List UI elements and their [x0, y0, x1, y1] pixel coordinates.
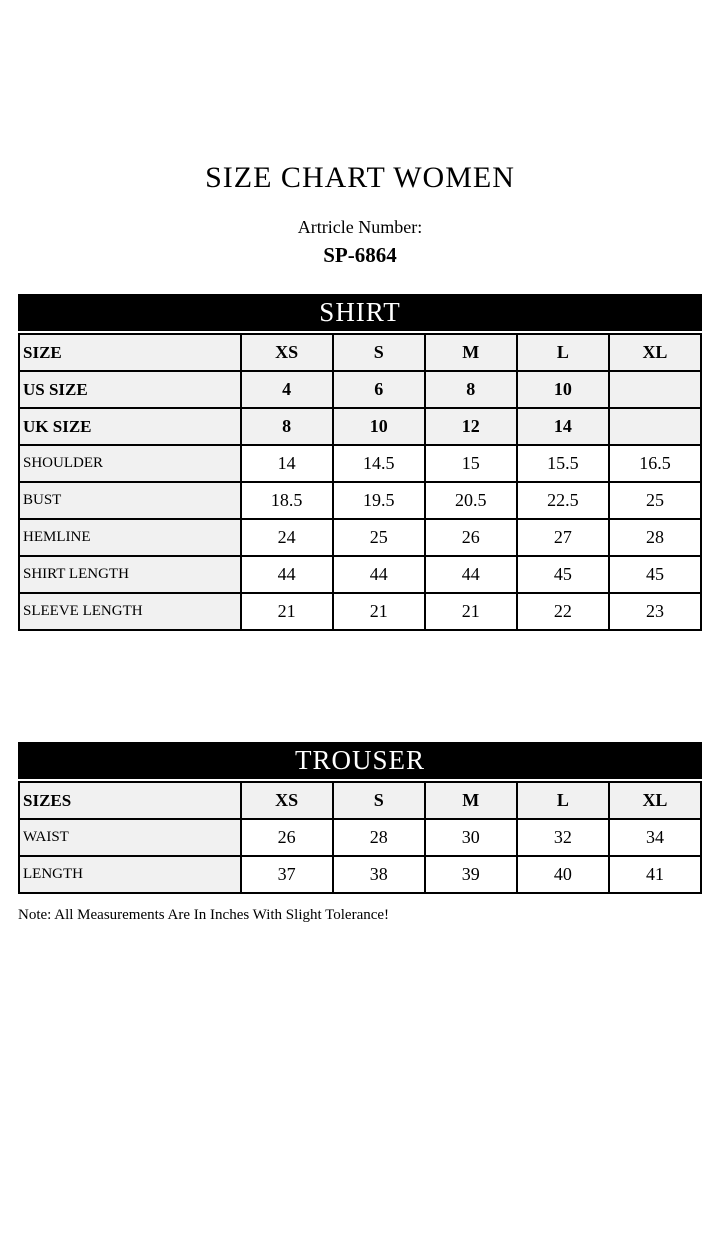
- cell-value: L: [517, 334, 609, 371]
- table-row: [19, 334, 701, 371]
- cell-value: 20.5: [425, 482, 517, 519]
- row-label: LENGTH: [19, 856, 241, 893]
- table-row: [19, 519, 701, 556]
- cell-value: 38: [333, 856, 425, 893]
- row-label: SIZES: [19, 782, 241, 819]
- trouser-table-header: TROUSER: [18, 742, 702, 779]
- cell-value: S: [333, 334, 425, 371]
- cell-value: 18.5: [241, 482, 333, 519]
- cell-value: 21: [241, 593, 333, 630]
- article-number-label: Artricle Number:: [297, 217, 423, 237]
- cell-value: 34: [609, 819, 701, 856]
- cell-value: 28: [609, 519, 701, 556]
- cell-value: 22.5: [517, 482, 609, 519]
- cell-value: L: [517, 782, 609, 819]
- cell-value: XL: [609, 782, 701, 819]
- cell-value: 14: [517, 408, 609, 445]
- table-row: [19, 593, 701, 630]
- cell-value: 15: [425, 445, 517, 482]
- shirt-size-table: [18, 333, 702, 631]
- row-label: SHIRT LENGTH: [19, 556, 241, 593]
- shirt-table-header: SHIRT: [18, 294, 702, 331]
- cell-value: M: [425, 782, 517, 819]
- row-label: WAIST: [19, 819, 241, 856]
- cell-value: 8: [425, 371, 517, 408]
- cell-value: XL: [609, 334, 701, 371]
- cell-value: 32: [517, 819, 609, 856]
- cell-value: 15.5: [517, 445, 609, 482]
- cell-value: M: [425, 334, 517, 371]
- cell-value: XS: [241, 334, 333, 371]
- table-row: [19, 371, 701, 408]
- cell-value: 45: [609, 556, 701, 593]
- cell-value: 16.5: [609, 445, 701, 482]
- cell-value: 14.5: [333, 445, 425, 482]
- row-label: US SIZE: [19, 371, 241, 408]
- cell-value: 27: [517, 519, 609, 556]
- cell-value: XS: [241, 782, 333, 819]
- trouser-size-table: [18, 781, 702, 894]
- row-label: HEMLINE: [19, 519, 241, 556]
- cell-value: 37: [241, 856, 333, 893]
- row-label: UK SIZE: [19, 408, 241, 445]
- shirt-size-table-section: [18, 294, 702, 631]
- page-title: SIZE CHART WOMEN: [205, 161, 515, 194]
- cell-value: 4: [241, 371, 333, 408]
- cell-value: 23: [609, 593, 701, 630]
- cell-value: [609, 371, 701, 408]
- table-row: [19, 856, 701, 893]
- cell-value: 25: [609, 482, 701, 519]
- row-label: SIZE: [19, 334, 241, 371]
- cell-value: 21: [425, 593, 517, 630]
- cell-value: 14: [241, 445, 333, 482]
- cell-value: 6: [333, 371, 425, 408]
- cell-value: 26: [425, 519, 517, 556]
- cell-value: 12: [425, 408, 517, 445]
- cell-value: 21: [333, 593, 425, 630]
- row-label: BUST: [19, 482, 241, 519]
- cell-value: 10: [517, 371, 609, 408]
- cell-value: 40: [517, 856, 609, 893]
- measurement-note: Note: All Measurements Are In Inches With Slight Tolerance!: [18, 907, 390, 923]
- table-row: [19, 482, 701, 519]
- cell-value: 39: [425, 856, 517, 893]
- cell-value: 25: [333, 519, 425, 556]
- cell-value: 45: [517, 556, 609, 593]
- table-row: [19, 819, 701, 856]
- table-row: [19, 782, 701, 819]
- table-row: [19, 556, 701, 593]
- article-number-value: SP-6864: [323, 243, 397, 267]
- cell-value: 8: [241, 408, 333, 445]
- cell-value: 26: [241, 819, 333, 856]
- cell-value: 44: [333, 556, 425, 593]
- table-row: [19, 445, 701, 482]
- cell-value: 22: [517, 593, 609, 630]
- cell-value: 19.5: [333, 482, 425, 519]
- table-row: [19, 408, 701, 445]
- cell-value: 10: [333, 408, 425, 445]
- cell-value: [609, 408, 701, 445]
- cell-value: 28: [333, 819, 425, 856]
- cell-value: 24: [241, 519, 333, 556]
- row-label: SHOULDER: [19, 445, 241, 482]
- cell-value: S: [333, 782, 425, 819]
- cell-value: 44: [425, 556, 517, 593]
- cell-value: 30: [425, 819, 517, 856]
- cell-value: 44: [241, 556, 333, 593]
- row-label: SLEEVE LENGTH: [19, 593, 241, 630]
- cell-value: 41: [609, 856, 701, 893]
- trouser-size-table-section: [18, 742, 702, 894]
